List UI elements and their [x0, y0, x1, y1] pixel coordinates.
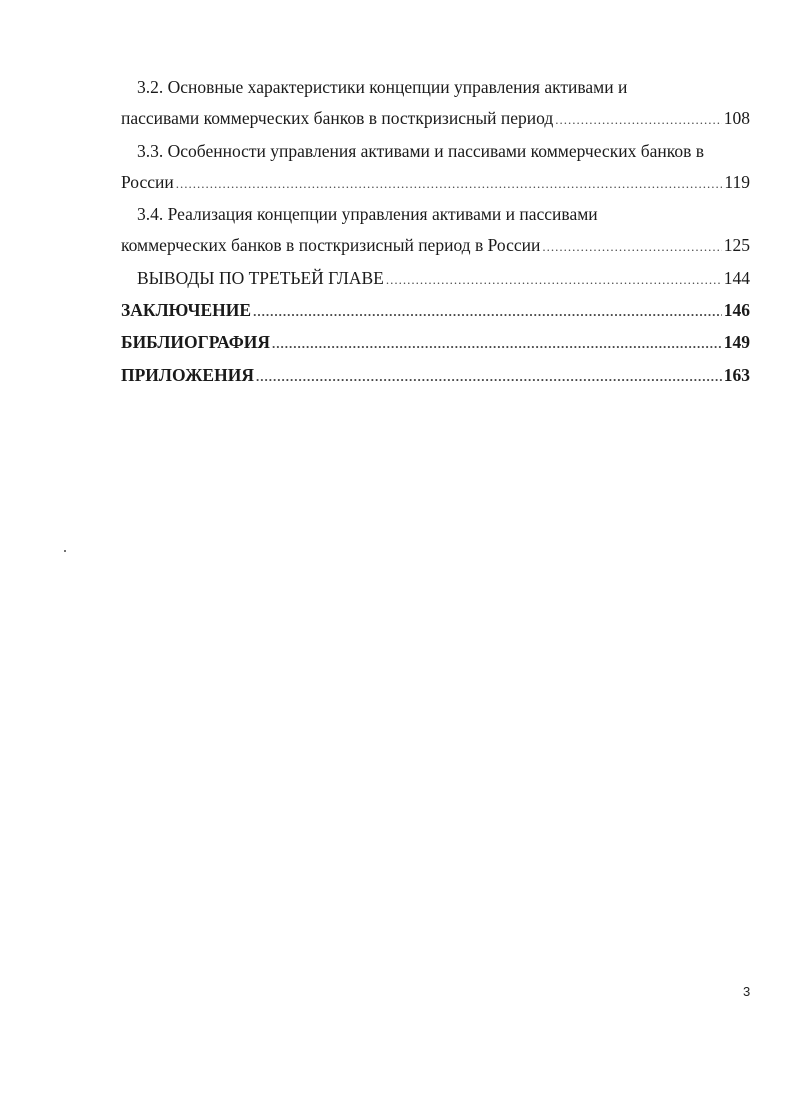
dot-leader	[256, 361, 722, 392]
toc-page-ref: 144	[723, 267, 750, 288]
toc-entry-title-line-1: 3.4. Реализация концепции управления активами и пассивами	[137, 204, 598, 225]
toc-page-ref: 125	[723, 235, 750, 256]
toc-entry-conclusions-chapter-3[interactable]	[121, 263, 750, 295]
page-number: 3	[743, 984, 751, 999]
dot-leader	[542, 231, 721, 262]
dot-leader	[386, 264, 722, 295]
toc-entry-title: ЗАКЛЮЧЕНИЕ	[121, 300, 252, 321]
table-of-contents	[121, 72, 750, 392]
toc-entry-conclusion[interactable]	[121, 295, 750, 327]
toc-entry-title: БИБЛИОГРАФИЯ	[121, 332, 270, 353]
toc-page-ref: 108	[723, 108, 750, 129]
toc-entry-title-line-1: 3.2. Основные характеристики концепции управления активами и	[137, 77, 628, 97]
toc-entry-bibliography[interactable]	[121, 327, 750, 359]
dot-leader	[555, 104, 722, 135]
toc-page-ref: 119	[724, 171, 750, 192]
toc-entry-3-2[interactable]	[121, 72, 750, 136]
toc-page-ref: 149	[723, 332, 750, 353]
toc-entry-title-line-2: пассивами коммерческих банков в посткризисный период	[121, 108, 554, 129]
dot-leader	[253, 296, 722, 327]
dot-leader	[272, 328, 722, 359]
toc-entry-appendices[interactable]	[121, 360, 750, 392]
toc-entry-title-line-2: коммерческих банков в посткризисный период в России	[121, 235, 541, 256]
toc-entry-title: ВЫВОДЫ ПО ТРЕТЬЕЙ ГЛАВЕ	[137, 267, 384, 288]
toc-entry-3-4[interactable]	[121, 199, 750, 263]
scan-speck	[64, 550, 66, 552]
toc-entry-title-line-2: России	[121, 171, 174, 192]
toc-entry-title-line-1: 3.3. Особенности управления активами и пассивами коммерческих банков в	[137, 140, 704, 161]
toc-entry-title: ПРИЛОЖЕНИЯ	[121, 364, 254, 385]
dot-leader	[176, 168, 723, 199]
toc-page-ref: 146	[723, 300, 750, 321]
toc-page-ref: 163	[723, 364, 750, 385]
toc-entry-3-3[interactable]	[121, 136, 750, 200]
